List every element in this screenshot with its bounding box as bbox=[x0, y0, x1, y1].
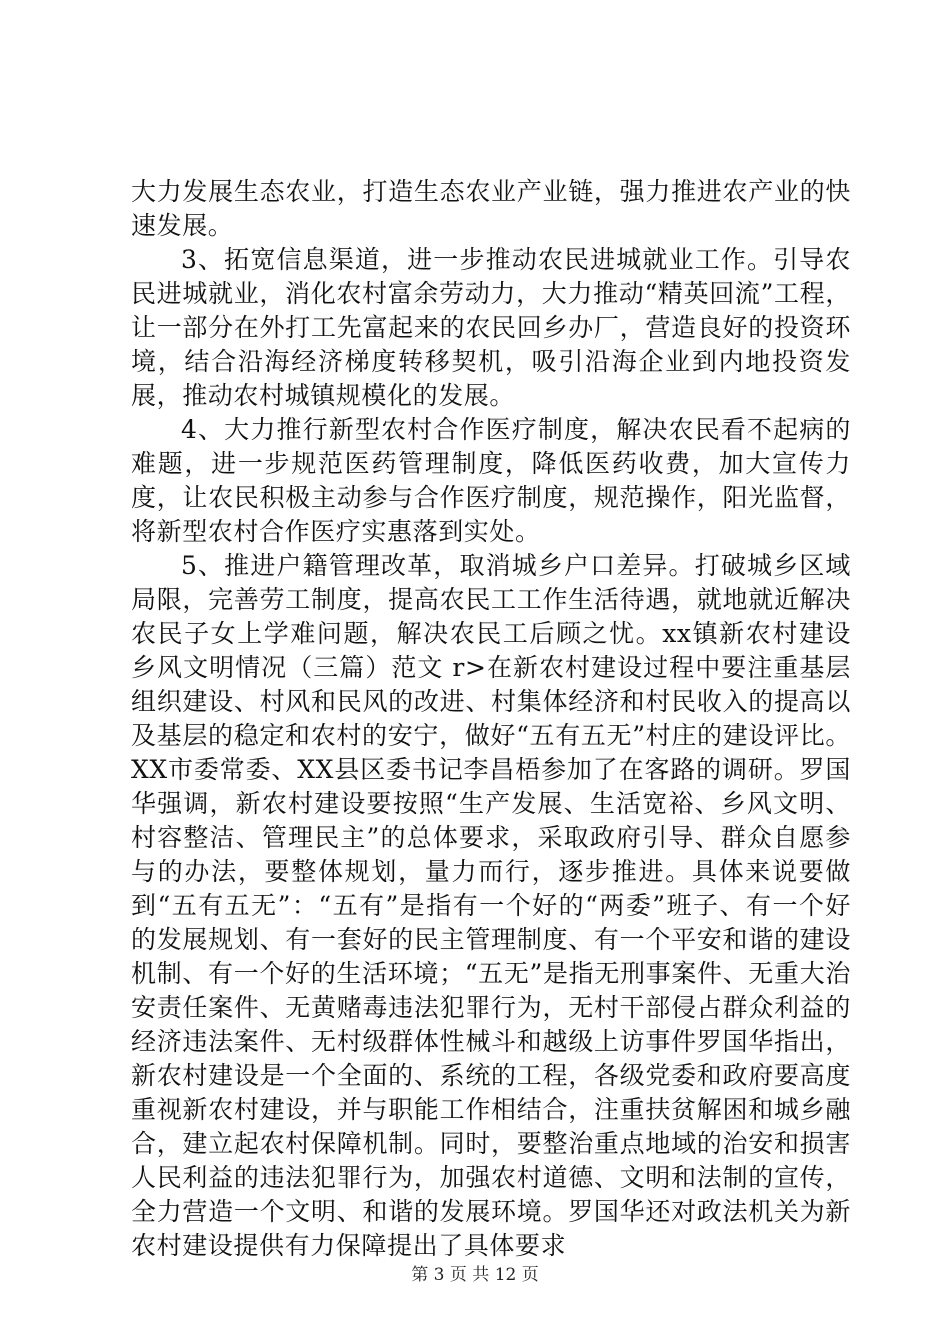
paragraph-continuation: 大力发展生态农业，打造生态农业产业链，强力推进农产业的快速发展。 bbox=[131, 177, 851, 240]
paragraph-item-5: 5、推进户籍管理改革，取消城乡户口差异。打破城乡区域局限，完善劳工制度，提高农民工工作生活待遇，就地就近解决农民子女上学难问题，解决农民工后顾之忧。xx镇新农村建设乡风文明情况（三篇）范文 r>在新农村建设过程中要注重基层组织建设、村风和民风的改进、村集体经济和村民收入的提高以及基层的稳定和农村的安宁，做好“五有五无”村庄的建设评比。XX市委常委、XX县区委书记李昌梧参加了在客路的调研。罗国华强调，新农村建设要按照“生产发展、生活宽裕、乡风文明、村容整洁、管理民主”的总体要求，采取政府引导、群众自愿参与的办法，要整体规划，量力而行，逐步推进。具体来说要做到“五有五无”：“五有”是指有一个好的“两委”班子、有一个好的发展规划、有一套好的民主管理制度、有一个平安和谐的建设机制、有一个好的生活环境；“五无”是指无刑事案件、无重大治安责任案件、无黄赌毒违法犯罪行为，无村干部侵占群众利益的经济违法案件、无村级群体性械斗和越级上访事件罗国华指出，新农村建设是一个全面的、系统的工程，各级党委和政府要高度重视新农村建设，并与职能工作相结合，注重扶贫解困和城乡融合，建立起农村保障机制。同时，要整治重点地域的治安和损害人民利益的违法犯罪行为，加强农村道德、文明和法制的宣传，全力营造一个文明、和谐的发展环境。罗国华还对政法机关为新农村建设提供有力保障提出了具体要求 bbox=[131, 551, 851, 1260]
paragraph-item-3: 3、拓宽信息渠道，进一步推动农民进城就业工作。引导农民进城就业，消化农村富余劳动力，大力推动“精英回流”工程，让一部分在外打工先富起来的农民回乡办厂，营造良好的投资环境，结合沿海经济梯度转移契机，吸引沿海企业到内地投资发展，推动农村城镇规模化的发展。 bbox=[131, 245, 851, 410]
document-body bbox=[131, 175, 851, 1263]
page-number-footer: 第 3 页 共 12 页 bbox=[411, 1265, 539, 1285]
paragraph-item-4: 4、大力推行新型农村合作医疗制度，解决农民看不起病的难题，进一步规范医药管理制度，降低医药收费，加大宣传力度，让农民积极主动参与合作医疗制度，规范操作，阳光监督，将新型农村合作医疗实惠落到实处。 bbox=[131, 415, 851, 546]
